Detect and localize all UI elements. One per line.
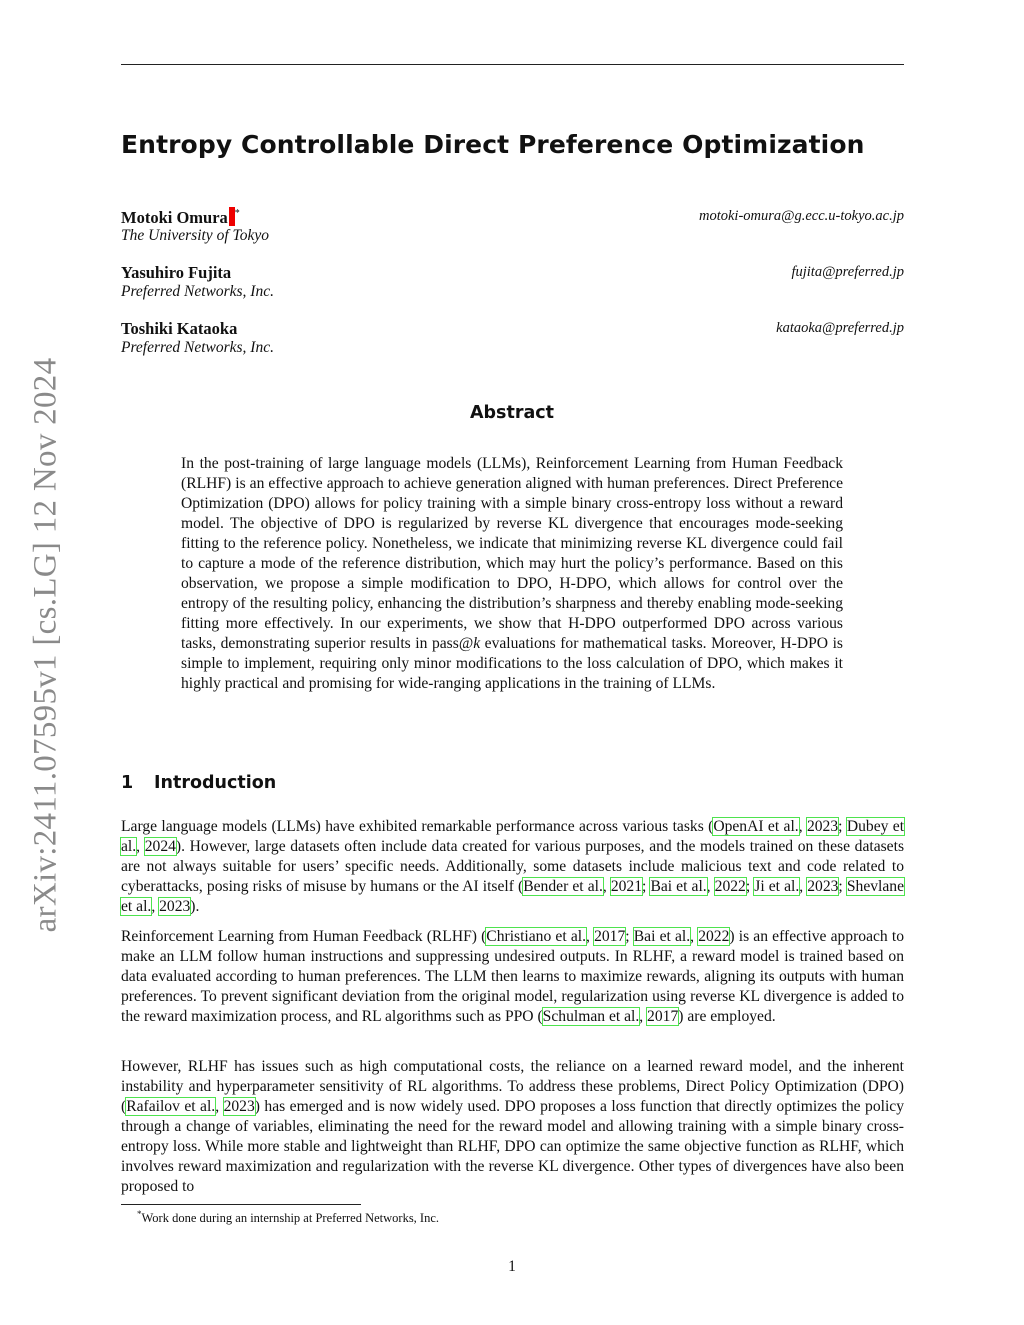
intro-paragraph-3: However, RLHF has issues such as high computational costs, the reliance on a learned reward model, and the inherent instability and hyperparameter sensitivity of RL algorithms. To address these problems, Direct Policy Optimization (DPO) (Rafailov et al., 2023) has emerged and is now widely used. DPO proposes a loss function that directly optimizes the policy through a change of variables, eliminating the need for the reward model and allowing training with a simple binary cross-entropy loss. While more stable and lightweight than RLHF, DPO can optimize the same objective function as RLHF, which involves reward maximization and regularization with the reverse KL divergence. Other types of divergences have also been proposed to	[121, 1058, 904, 1195]
citation-link[interactable]: Dubey et al.	[121, 818, 905, 855]
citation-year-link[interactable]: 2023	[806, 818, 839, 835]
author-email[interactable]: kataoka@preferred.jp	[776, 320, 904, 336]
citation-year-link[interactable]: 2024	[144, 838, 176, 855]
citation-link[interactable]: Rafailov et al.	[126, 1098, 216, 1115]
citation-link[interactable]: Shevlane et al.	[121, 878, 905, 915]
footnote-rule	[121, 1204, 361, 1205]
arxiv-stamp: arXiv:2411.07595v1 [cs.LG] 12 Nov 2024	[27, 357, 64, 933]
citation-link[interactable]: Schulman et al.	[542, 1008, 640, 1025]
citation-year-link[interactable]: 2017	[647, 1008, 679, 1025]
citation-link[interactable]: Bai et al.	[633, 928, 691, 945]
paper-title: Entropy Controllable Direct Preference Optimization	[121, 130, 865, 159]
citation-year-link[interactable]: 2021	[610, 878, 643, 895]
section-heading-introduction: 1 Introduction	[121, 773, 277, 793]
citation-link[interactable]: Bai et al.	[650, 878, 707, 895]
author-block-1	[121, 207, 904, 249]
page-number: 1	[508, 1258, 516, 1275]
abstract-text: In the post-training of large language models (LLMs), Reinforcement Learning from Human Feedback (RLHF) is an effective approach to achieve generation aligned with human preferences. Direct Preference Optimization (DPO) allows for policy training with a simple binary cross-entropy loss without a reward model. The objective of DPO is regularized by reverse KL divergence that encourages mode-seeking fitting to the reference policy. Nonetheless, we indicate that minimizing reverse KL divergence could fail to capture a mode of the reference distribution, which may hurt the policy’s performance. Based on this observation, we propose a simple modification to DPO, H-DPO, which allows for control over the entropy of the resulting policy, enhancing the distribution’s sharpness and thereby enabling mode-seeking fitting more effectively. In our experiments, we show that H-DPO outperformed DPO across various tasks, demonstrating superior results in pass@k evaluations for mathematical tasks. Moreover, H-DPO is simple to implement, requiring only minor modifications to the loss calculation of DPO, which makes it highly practical and promising for wide-ranging applications in the training of LLMs.	[181, 455, 844, 692]
author-email[interactable]: fujita@preferred.jp	[791, 264, 904, 280]
citation-year-link[interactable]: 2023	[807, 878, 839, 895]
citation-link[interactable]: Bender et al.	[523, 878, 603, 895]
author-block-3	[121, 319, 904, 361]
author-affiliation: The University of Tokyo	[121, 227, 269, 244]
intro-paragraph-1: Large language models (LLMs) have exhibited remarkable performance across various tasks (OpenAI et al., 2023; Dubey et al., 2024). However, large datasets often include data created for various purposes, and the models trained on these datasets are not always suitable for users’ specific needs. Additionally, some datasets include malicious text and code related to cyberattacks, posing risks of misuse by humans or the AI itself (Bender et al., 2021; Bai et al., 2022; Ji et al., 2023; Shevlane et al., 2023).	[121, 818, 905, 915]
citation-link[interactable]: Christiano et al.	[486, 928, 586, 945]
intro-paragraph-2: Reinforcement Learning from Human Feedback (RLHF) (Christiano et al., 2017; Bai et al., 2022) is an effective approach to make an LLM follow human instructions and suppressing undesired outputs. In RLHF, a reward model is trained based on data evaluated according to human preferences. The LLM then learns to maximize rewards, aligning its outputs with human preferences. To prevent significant deviation from the original model, regularization using reverse KL divergence is added to the reward maximization process, and RL algorithms such as PPO (Schulman et al., 2017) are employed.	[121, 928, 905, 1025]
author-name: Yasuhiro Fujita	[121, 263, 232, 282]
citation-link[interactable]: OpenAI et al.	[713, 818, 799, 835]
header-rule	[121, 64, 904, 65]
citation-year-link[interactable]: 2023	[223, 1098, 255, 1115]
footnote: *Work done during an internship at Preferred Networks, Inc.	[137, 1209, 440, 1225]
author-affiliation: Preferred Networks, Inc.	[121, 339, 274, 356]
author-block-2	[121, 263, 904, 305]
citation-year-link[interactable]: 2017	[594, 928, 626, 945]
author-name: Toshiki Kataoka	[121, 319, 238, 338]
citation-year-link[interactable]: 2022	[714, 878, 746, 895]
citation-link[interactable]: Ji et al.	[754, 878, 800, 895]
author-name: Motoki Omura *	[121, 208, 240, 227]
abstract-heading: Abstract	[469, 403, 555, 423]
footnote-mark[interactable]: *	[234, 208, 240, 219]
citation-year-link[interactable]: 2022	[698, 928, 730, 945]
author-affiliation: Preferred Networks, Inc.	[121, 283, 274, 300]
citation-year-link[interactable]: 2023	[159, 898, 191, 915]
author-email[interactable]: motoki-omura@g.ecc.u-tokyo.ac.jp	[699, 208, 904, 224]
